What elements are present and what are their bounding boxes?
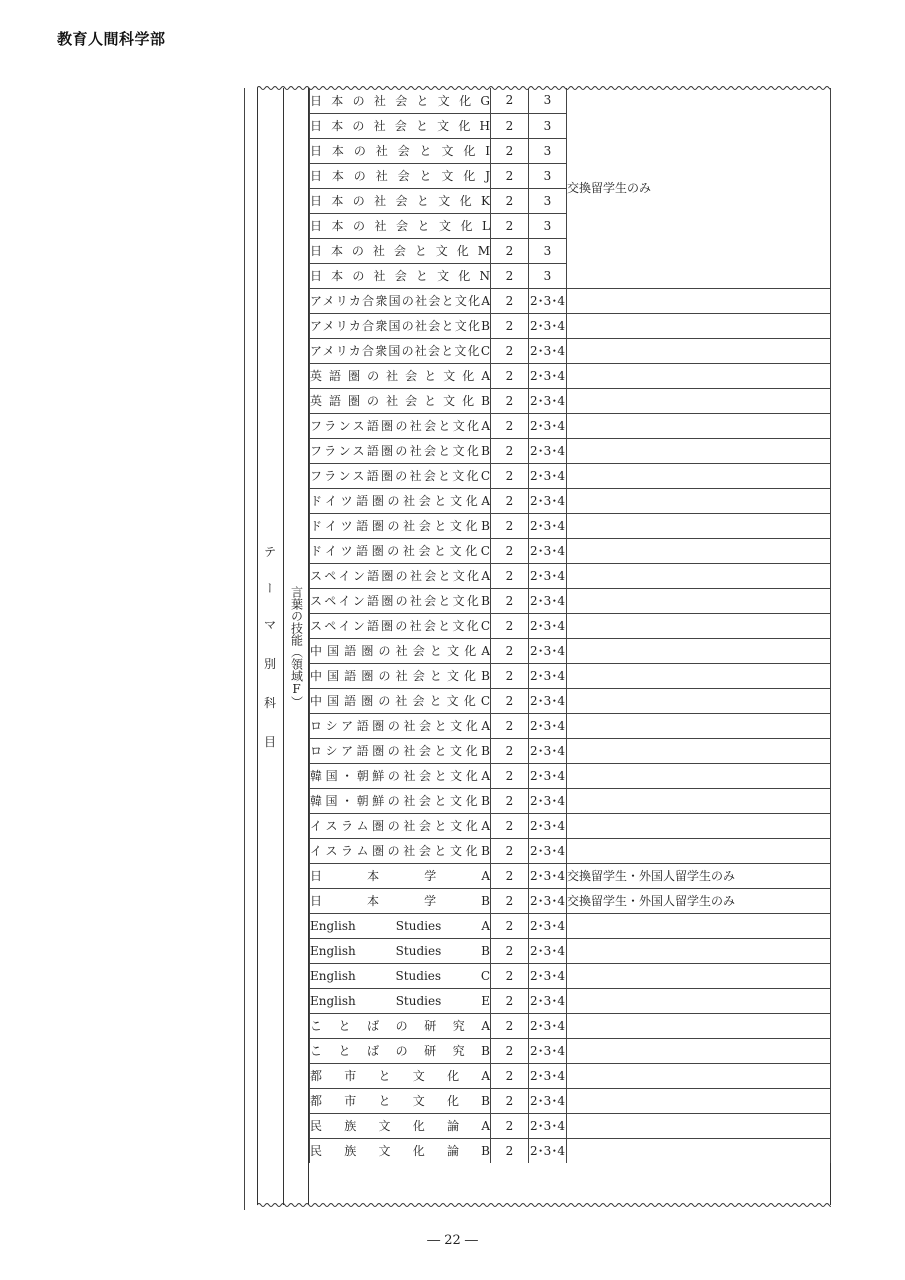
course-note: 交換留学生・外国人留学生のみ: [567, 888, 831, 913]
table-row: [310, 313, 831, 338]
course-note: [567, 688, 831, 713]
course-credits: 2: [491, 438, 529, 463]
course-note: [567, 813, 831, 838]
course-note: [567, 313, 831, 338]
course-year: 3: [529, 163, 567, 188]
course-credits: 2: [491, 1063, 529, 1088]
table-row: [310, 613, 831, 638]
course-note: [567, 1063, 831, 1088]
course-credits: 2: [491, 688, 529, 713]
course-note: [567, 1038, 831, 1063]
course-name: 日本の社会と文化L: [310, 213, 491, 238]
course-name: フランス語圏の社会と文化A: [310, 413, 491, 438]
course-credits: 2: [491, 613, 529, 638]
course-name: 民族文化論A: [310, 1113, 491, 1138]
course-name: イスラム圏の社会と文化B: [310, 838, 491, 863]
course-credits: 2: [491, 1013, 529, 1038]
course-year: 2･3･4: [529, 388, 567, 413]
course-name: 都市と文化B: [310, 1088, 491, 1113]
table-row: [310, 738, 831, 763]
course-note: [567, 613, 831, 638]
course-name: 韓国・朝鮮の社会と文化A: [310, 763, 491, 788]
course-year: 2･3･4: [529, 713, 567, 738]
course-name: アメリカ合衆国の社会と文化C: [310, 338, 491, 363]
course-name: スペイン語圏の社会と文化B: [310, 588, 491, 613]
course-note: 交換留学生・外国人留学生のみ: [567, 863, 831, 888]
course-year: 2･3･4: [529, 313, 567, 338]
table-row: [310, 1138, 831, 1163]
course-name: ロシア語圏の社会と文化A: [310, 713, 491, 738]
course-year: 2･3･4: [529, 488, 567, 513]
course-year: 3: [529, 263, 567, 288]
course-note: [567, 463, 831, 488]
course-note: [567, 488, 831, 513]
course-name: 中国語圏の社会と文化A: [310, 638, 491, 663]
course-name: アメリカ合衆国の社会と文化B: [310, 313, 491, 338]
subcategory-label: 言葉の技能（領域F）: [289, 585, 304, 708]
course-year: 2･3･4: [529, 788, 567, 813]
table-row: [310, 1063, 831, 1088]
course-credits: 2: [491, 563, 529, 588]
course-note: [567, 713, 831, 738]
course-credits: 2: [491, 538, 529, 563]
course-year: 3: [529, 188, 567, 213]
course-name: 都市と文化A: [310, 1063, 491, 1088]
table-row: [310, 438, 831, 463]
course-name: 中国語圏の社会と文化C: [310, 688, 491, 713]
course-name: 日本の社会と文化K: [310, 188, 491, 213]
course-credits: 2: [491, 1088, 529, 1113]
table-row: [310, 763, 831, 788]
course-credits: 2: [491, 738, 529, 763]
table-row: [310, 488, 831, 513]
course-year: 2･3･4: [529, 1088, 567, 1113]
course-credits: 2: [491, 663, 529, 688]
course-name: ロシア語圏の社会と文化B: [310, 738, 491, 763]
subcategory-label-cell: [284, 88, 309, 1205]
category-label: [257, 88, 283, 1205]
table-row: [310, 663, 831, 688]
table-row: [310, 88, 831, 113]
course-note: [567, 1138, 831, 1163]
course-name: English Studies C: [310, 963, 491, 988]
course-year: 2･3･4: [529, 638, 567, 663]
table-row: [310, 413, 831, 438]
course-note: [567, 588, 831, 613]
course-year: 2･3･4: [529, 938, 567, 963]
course-table: [309, 88, 831, 1163]
table-row: [310, 638, 831, 663]
course-credits: 2: [491, 813, 529, 838]
course-name: 英語圏の社会と文化B: [310, 388, 491, 413]
course-name: スペイン語圏の社会と文化A: [310, 563, 491, 588]
course-year: 2･3･4: [529, 1138, 567, 1163]
table-row: [310, 713, 831, 738]
course-credits: 2: [491, 413, 529, 438]
course-name: ドイツ語圏の社会と文化A: [310, 488, 491, 513]
course-name: 韓国・朝鮮の社会と文化B: [310, 788, 491, 813]
course-note: [567, 1013, 831, 1038]
course-note: [567, 638, 831, 663]
course-year: 2･3･4: [529, 538, 567, 563]
course-year: 3: [529, 88, 567, 113]
course-year: 2･3･4: [529, 1063, 567, 1088]
course-year: 2･3･4: [529, 688, 567, 713]
table-row: [310, 388, 831, 413]
course-credits: 2: [491, 638, 529, 663]
table-row: [310, 338, 831, 363]
table-row: [310, 838, 831, 863]
course-note: [567, 913, 831, 938]
course-credits: 2: [491, 863, 529, 888]
course-note: [567, 963, 831, 988]
course-note: [567, 438, 831, 463]
page-number: ― 22 ―: [427, 1233, 478, 1248]
table-row: [310, 938, 831, 963]
table-row: [310, 688, 831, 713]
table-row: [310, 988, 831, 1013]
course-credits: 2: [491, 513, 529, 538]
course-name: 日本の社会と文化J: [310, 163, 491, 188]
course-credits: 2: [491, 1138, 529, 1163]
category-char: 科: [263, 696, 276, 710]
course-year: 2･3･4: [529, 838, 567, 863]
course-note: [567, 788, 831, 813]
table-row: [310, 288, 831, 313]
course-note-exchange-only: 交換留学生のみ: [567, 88, 831, 288]
course-credits: 2: [491, 113, 529, 138]
course-year: 2･3･4: [529, 663, 567, 688]
course-name: スペイン語圏の社会と文化C: [310, 613, 491, 638]
category-char: ー: [262, 582, 277, 594]
course-credits: 2: [491, 788, 529, 813]
course-note: [567, 763, 831, 788]
course-year: 2･3･4: [529, 588, 567, 613]
course-credits: 2: [491, 213, 529, 238]
course-year: 2･3･4: [529, 888, 567, 913]
page-header-title: 教育人間科学部: [57, 30, 166, 48]
course-year: 2･3･4: [529, 1038, 567, 1063]
category-char: 目: [263, 735, 276, 749]
course-note: [567, 413, 831, 438]
course-name: 民族文化論B: [310, 1138, 491, 1163]
course-year: 2･3･4: [529, 738, 567, 763]
course-name: ドイツ語圏の社会と文化C: [310, 538, 491, 563]
course-name: 英語圏の社会と文化A: [310, 363, 491, 388]
table-row: [310, 913, 831, 938]
course-name: 日本の社会と文化N: [310, 263, 491, 288]
course-credits: 2: [491, 163, 529, 188]
course-credits: 2: [491, 913, 529, 938]
course-year: 2･3･4: [529, 338, 567, 363]
table-row: [310, 513, 831, 538]
course-credits: 2: [491, 263, 529, 288]
course-credits: 2: [491, 338, 529, 363]
table-row: [310, 563, 831, 588]
course-credits: 2: [491, 963, 529, 988]
course-year: 2･3･4: [529, 613, 567, 638]
course-note: [567, 1113, 831, 1138]
course-year: 3: [529, 238, 567, 263]
course-note: [567, 738, 831, 763]
course-credits: 2: [491, 88, 529, 113]
course-credits: 2: [491, 588, 529, 613]
course-note: [567, 538, 831, 563]
course-credits: 2: [491, 838, 529, 863]
course-name: 日本の社会と文化I: [310, 138, 491, 163]
table-row: [310, 463, 831, 488]
category-char: テ: [263, 545, 276, 559]
course-credits: 2: [491, 138, 529, 163]
table-row: [310, 538, 831, 563]
course-credits: 2: [491, 313, 529, 338]
course-year: 3: [529, 138, 567, 163]
course-credits: 2: [491, 1038, 529, 1063]
course-year: 2･3･4: [529, 963, 567, 988]
course-year: 2･3･4: [529, 1113, 567, 1138]
course-year: 2･3･4: [529, 813, 567, 838]
course-name: 中国語圏の社会と文化B: [310, 663, 491, 688]
course-credits: 2: [491, 988, 529, 1013]
course-note: [567, 338, 831, 363]
course-year: 2･3･4: [529, 563, 567, 588]
course-name: イスラム圏の社会と文化A: [310, 813, 491, 838]
course-credits: 2: [491, 388, 529, 413]
course-year: 2･3･4: [529, 913, 567, 938]
course-table-frame: [257, 88, 831, 1205]
table-row: [310, 1038, 831, 1063]
course-name: ドイツ語圏の社会と文化B: [310, 513, 491, 538]
course-credits: 2: [491, 488, 529, 513]
course-name: 日本の社会と文化H: [310, 113, 491, 138]
course-year: 2･3･4: [529, 863, 567, 888]
course-credits: 2: [491, 463, 529, 488]
course-credits: 2: [491, 188, 529, 213]
course-note: [567, 563, 831, 588]
course-note: [567, 988, 831, 1013]
course-year: 2･3･4: [529, 513, 567, 538]
category-char: マ: [263, 618, 276, 632]
course-note: [567, 388, 831, 413]
course-note: [567, 663, 831, 688]
course-credits: 2: [491, 763, 529, 788]
course-note: [567, 838, 831, 863]
course-name: English Studies A: [310, 913, 491, 938]
table-row: [310, 813, 831, 838]
course-note: [567, 938, 831, 963]
course-year: 2･3･4: [529, 363, 567, 388]
course-name: フランス語圏の社会と文化C: [310, 463, 491, 488]
wavy-bottom-border: [257, 1202, 831, 1208]
course-name: 日本の社会と文化M: [310, 238, 491, 263]
table-row: [310, 1113, 831, 1138]
course-name: 日本学A: [310, 863, 491, 888]
table-row: [310, 963, 831, 988]
course-credits: 2: [491, 238, 529, 263]
course-year: 2･3･4: [529, 1013, 567, 1038]
course-note: [567, 363, 831, 388]
course-name: 日本学B: [310, 888, 491, 913]
course-credits: 2: [491, 288, 529, 313]
course-year: 3: [529, 113, 567, 138]
course-year: 2･3･4: [529, 463, 567, 488]
course-credits: 2: [491, 1113, 529, 1138]
course-name: ことばの研究A: [310, 1013, 491, 1038]
course-note: [567, 1088, 831, 1113]
course-year: 2･3･4: [529, 413, 567, 438]
course-name: ことばの研究B: [310, 1038, 491, 1063]
course-year: 2･3･4: [529, 988, 567, 1013]
course-name: 日本の社会と文化G: [310, 88, 491, 113]
category-char: 別: [263, 657, 276, 671]
course-note: [567, 288, 831, 313]
course-year: 2･3･4: [529, 288, 567, 313]
table-row: [310, 1013, 831, 1038]
course-year: 2･3･4: [529, 438, 567, 463]
course-name: アメリカ合衆国の社会と文化A: [310, 288, 491, 313]
table-row: [310, 363, 831, 388]
table-row: [310, 1088, 831, 1113]
course-credits: 2: [491, 938, 529, 963]
table-row: [310, 788, 831, 813]
course-credits: 2: [491, 888, 529, 913]
table-row: [310, 588, 831, 613]
course-name: English Studies E: [310, 988, 491, 1013]
table-row: [310, 863, 831, 888]
course-name: フランス語圏の社会と文化B: [310, 438, 491, 463]
course-year: 2･3･4: [529, 763, 567, 788]
course-note: [567, 513, 831, 538]
course-credits: 2: [491, 363, 529, 388]
course-credits: 2: [491, 713, 529, 738]
course-year: 3: [529, 213, 567, 238]
course-name: English Studies B: [310, 938, 491, 963]
margin-rule: [244, 88, 245, 1210]
table-row: [310, 888, 831, 913]
